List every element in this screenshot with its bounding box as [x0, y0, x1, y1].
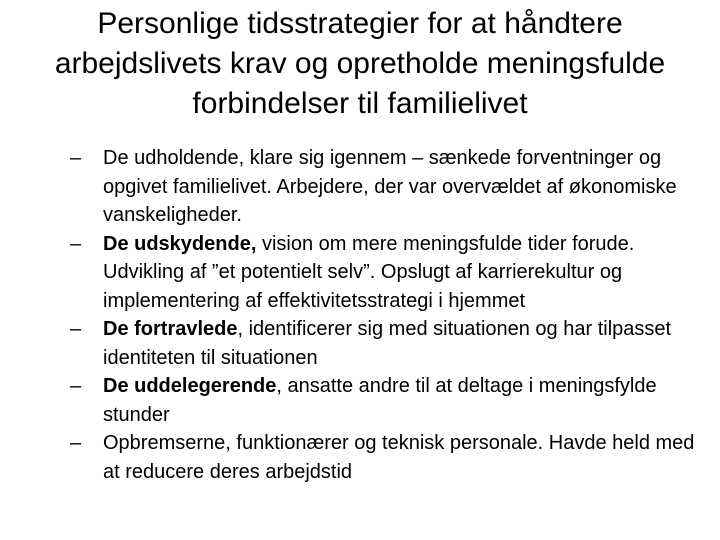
bullet-item-postponing: [70, 230, 710, 316]
bullet-dash: –: [70, 432, 82, 454]
bullet-dash: –: [70, 375, 82, 397]
bullet-item-brakers: [70, 429, 710, 486]
bullet-lead: De fortravlede: [103, 318, 238, 340]
bullet-text: vision om mere meningsfulde tider forude. Udvikling af ”et potentielt selv”. Opslugt af karrierekultur og implementering af effektivitetsstrategi i hjemmet: [103, 232, 635, 312]
bullet-item-busy: [70, 315, 710, 372]
bullet-dash: –: [70, 232, 82, 255]
bullet-item-delegating: [70, 372, 710, 429]
bullet-dash: –: [70, 318, 82, 340]
bullet-text: De udholdende, klare sig igennem – sænkede forventninger og opgivet familielivet. Arbejdere, der var overvældet af økonomiske vanskeligheder.: [103, 147, 677, 226]
bullet-lead: De uddelegerende: [103, 375, 277, 397]
slide-title: Personlige tidsstrategier for at håndtere arbejdslivets krav og opretholde meningsfulde forbindelser til familielivet: [54, 7, 666, 120]
bullet-item-enduring: [70, 144, 710, 230]
bullet-text: , ansatte andre til at deltage i meningsfylde stunder: [103, 375, 657, 426]
bullet-text: , identificerer sig med situationen og har tilpasset identiteten til situationen: [103, 318, 672, 369]
bullet-text: Opbremserne, funktionærer og teknisk personale. Havde held med at reducere deres arbejdstid: [103, 432, 695, 483]
bullet-list: [70, 144, 710, 486]
bullet-dash: –: [70, 147, 82, 169]
bullet-lead: De udskydende,: [103, 232, 257, 255]
